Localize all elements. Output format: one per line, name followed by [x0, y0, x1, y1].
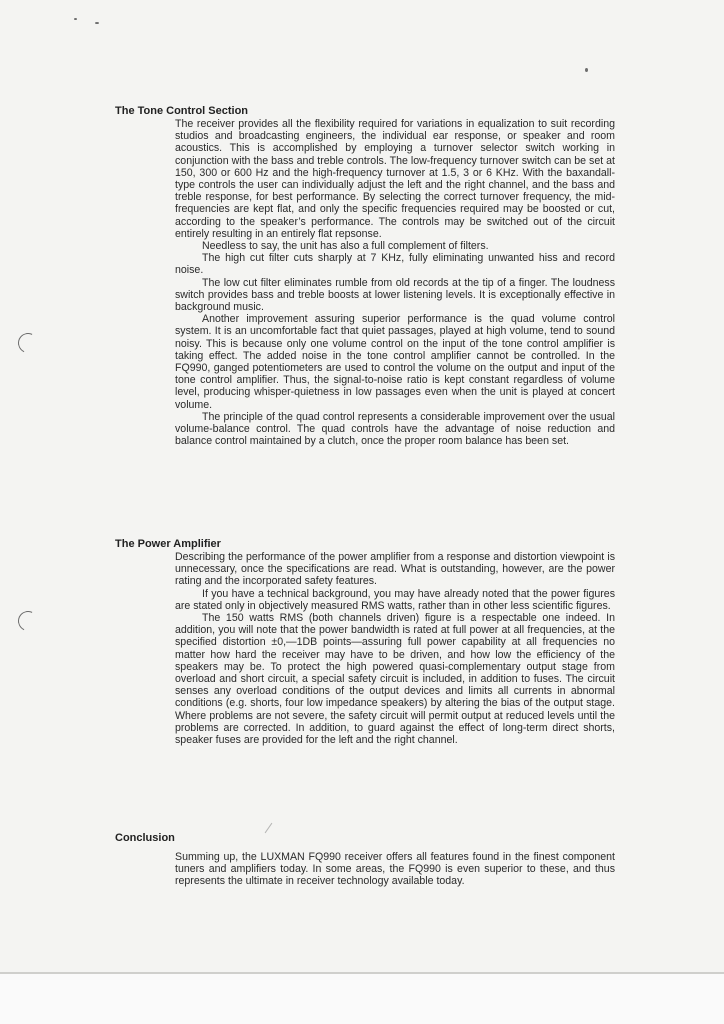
- paragraph: If you have a technical background, you may have already noted that the power figures are stated only in objectively measured RMS watts, rather than in other less scientific figures.: [175, 587, 615, 612]
- punch-hole-icon: [15, 330, 41, 356]
- paragraph: The principle of the quad control represents a considerable improvement over the usual volume-balance control. The quad controls have the advantage of noise reduction and balance control maintained by a clutch, once the proper room balance has been set.: [175, 410, 615, 448]
- dust-speck: [95, 22, 99, 24]
- dust-speck: [74, 18, 77, 20]
- section-heading-conclusion: Conclusion: [115, 832, 175, 844]
- paragraph: The high cut filter cuts sharply at 7 KHz, fully eliminating unwanted hiss and record noise.: [175, 252, 615, 277]
- paragraph: Another improvement assuring superior performance is the quad volume control system. It is an uncomfortable fact that quiet passages, played at high volume, tend to sound noisy. This is because only one volume control on the input of the tone control amplifier is taking effect. The added noise in the tone control amplifier cannot be controlled. In the FQ990, ganged potentiometers are used to control the volume on the output and input of the tone control amplifier. Thus, the signal-to-noise ratio is kept constant regardless of volume level, producing whisper-quietness in low passages even when the unit is played at concert volume.: [175, 313, 615, 411]
- paragraph: Summing up, the LUXMAN FQ990 receiver offers all features found in the finest component tuners and amplifiers today. In some areas, the FQ990 is even superior to these, and thus represents the ultimate in receiver technology available today.: [175, 851, 615, 888]
- scratch-mark: [265, 823, 273, 833]
- dust-speck: [585, 68, 588, 72]
- conclusion-body: [175, 851, 615, 888]
- section-heading-power-amplifier: The Power Amplifier: [115, 538, 221, 550]
- punch-hole-icon: [15, 608, 41, 634]
- paragraph: The low cut filter eliminates rumble from old records at the tip of a finger. The loudness switch provides bass and treble boosts at lower listening levels. It is exceptionally effective in background music.: [175, 276, 615, 314]
- paragraph: Needless to say, the unit has also a full complement of filters.: [202, 240, 489, 253]
- power-amplifier-body: [175, 551, 615, 746]
- tone-control-body: [175, 118, 615, 447]
- scanner-background: [0, 974, 724, 1024]
- paragraph: The 150 watts RMS (both channels driven) figure is a respectable one indeed. In addition, you will note that the power bandwidth is rated at full power at all frequencies, at the specified distortion ±0,—1DB points—assuring full power capability at all frequencies no matter how hard the receiver may have to be driven, and how low the efficiency of the speakers may be. To protect the high powered quasi-complementary output stage from overload and short circuit, a special safety circuit is included, in addition to fuses. The circuit senses any overload conditions of the output devices and limits all currents in abnormal conditions (e.g. shorts, four low impedance speakers) by altering the bias of the output stage. Where problems are not severe, the safety circuit will permit output at reduced levels until the problems are corrected. In addition, to guard against the effect of long-term direct shorts, speaker fuses are provided for the left and the right channel.: [175, 612, 615, 747]
- paragraph: The receiver provides all the flexibility required for variations in equalization to suit recording studios and broadcasting engineers, the individual ear response, or speaker and room acoustics. This is accomplished by employing a turnover selector switch working in conjunction with the bass and treble controls. The low-frequency turnover switch can be set at 150, 300 or 600 Hz and the high-frequency turnover at 1.5, 3 or 6 KHz. With the baxandall-type controls the user can individually adjust the left and the right channel, and the bass and treble response, for best performance. By selecting the correct turnover frequency, the mid-frequencies are kept flat, and only the specific frequencies required may be boosted or cut, according to the speaker’s performance. The controls may be switched out of the circuit entirely resulting in an entirely flat repsonse.: [175, 118, 615, 240]
- section-heading-tone-control: The Tone Control Section: [115, 105, 249, 117]
- paragraph: Describing the performance of the power amplifier from a response and distortion viewpoint is unnecessary, once the specifications are read. What is outstanding, however, are the power rating and the incorporated safety features.: [175, 551, 615, 588]
